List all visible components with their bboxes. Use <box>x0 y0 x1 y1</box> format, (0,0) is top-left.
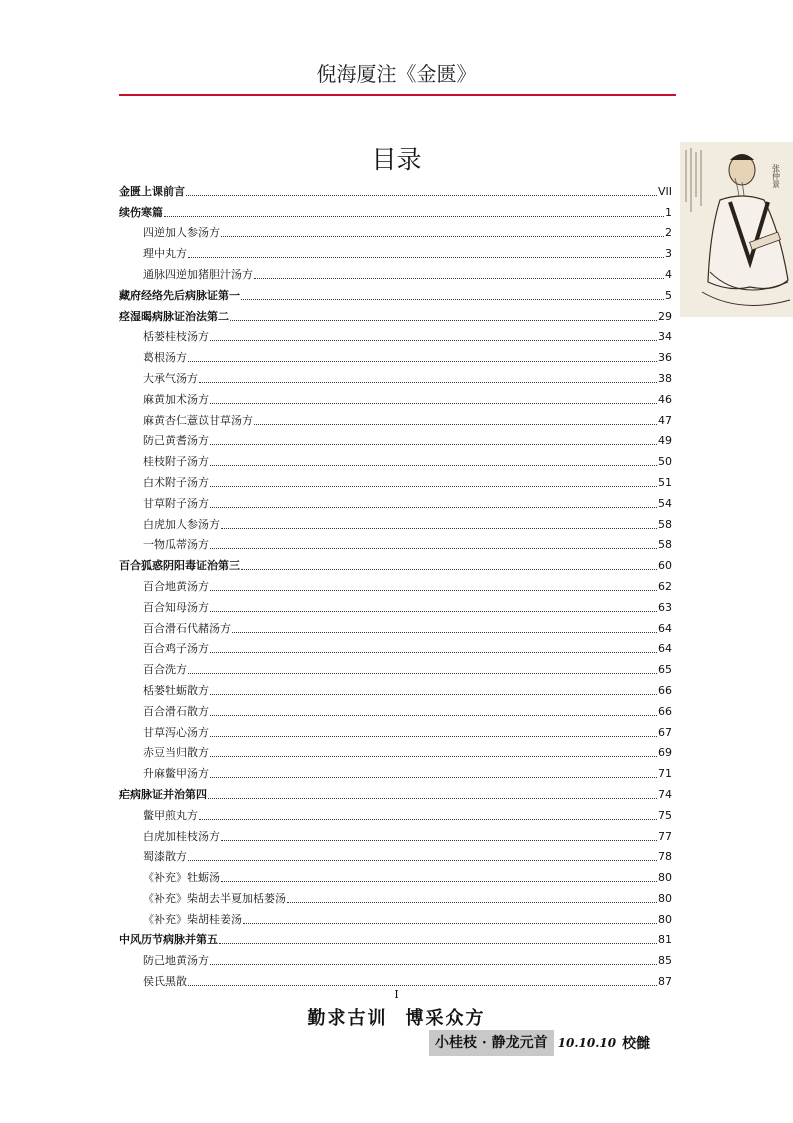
toc-entry-label: 疟病脉证并治第四 <box>119 787 207 801</box>
toc-entry-page: 34 <box>658 330 672 344</box>
credit-role: 校雠 <box>622 1036 651 1052</box>
toc-entry-label: 理中丸方 <box>143 247 187 261</box>
motto-right: 博采众方 <box>405 1008 486 1029</box>
toc-entry-page: 80 <box>658 871 672 885</box>
toc-section-entry[interactable] <box>119 802 672 823</box>
toc-section-entry[interactable] <box>119 968 672 989</box>
toc-leader-dots <box>210 736 657 737</box>
toc-leader-dots <box>210 507 657 508</box>
toc-leader-dots <box>210 486 657 487</box>
proofreader-credit <box>429 1030 650 1056</box>
toc-leader-dots <box>230 320 657 321</box>
toc-section-entry[interactable] <box>119 469 672 490</box>
toc-leader-dots <box>199 382 657 383</box>
toc-section-entry[interactable] <box>119 823 672 844</box>
toc-entry-page: VII <box>657 184 672 198</box>
toc-leader-dots <box>210 444 657 445</box>
toc-section-entry[interactable] <box>119 261 672 282</box>
toc-leader-dots <box>164 216 664 217</box>
toc-chapter-entry[interactable] <box>119 781 672 802</box>
toc-chapter-entry[interactable] <box>119 552 672 573</box>
toc-entry-page: 3 <box>665 247 672 261</box>
toc-entry-page: 63 <box>658 600 672 614</box>
toc-leader-dots <box>210 652 657 653</box>
toc-entry-page: 58 <box>658 538 672 552</box>
toc-entry-page: 36 <box>658 351 672 365</box>
toc-entry-label: 升麻鳖甲汤方 <box>143 767 209 781</box>
toc-entry-page: 54 <box>658 496 672 510</box>
toc-leader-dots <box>241 299 664 300</box>
scholar-portrait-illustration <box>680 142 793 317</box>
page-number: I <box>394 988 399 1001</box>
toc-section-entry[interactable] <box>119 947 672 968</box>
toc-leader-dots <box>210 715 657 716</box>
header-title: 倪海厦注《金匮》 <box>316 62 477 86</box>
toc-leader-dots <box>210 548 657 549</box>
toc-section-entry[interactable] <box>119 656 672 677</box>
toc-section-entry[interactable] <box>119 573 672 594</box>
toc-leader-dots <box>210 590 657 591</box>
toc-entry-label: 百合狐惑阴阳毒证治第三 <box>119 559 240 573</box>
toc-entry-label: 葛根汤方 <box>143 351 187 365</box>
toc-leader-dots <box>254 424 657 425</box>
toc-leader-dots <box>221 840 657 841</box>
toc-entry-label: 防己地黄汤方 <box>143 954 209 968</box>
toc-section-entry[interactable] <box>119 844 672 865</box>
toc-entry-label: 一物瓜蒂汤方 <box>143 538 209 552</box>
toc-entry-page: 49 <box>658 434 672 448</box>
toc-entry-label: 白虎加桂枝汤方 <box>143 829 220 843</box>
toc-section-entry[interactable] <box>119 594 672 615</box>
toc-entry-label: 《补充》柴胡桂姜汤 <box>143 912 242 926</box>
toc-entry-page: 64 <box>658 621 672 635</box>
toc-entry-page: 60 <box>658 559 672 573</box>
toc-entry-page: 46 <box>658 392 672 406</box>
toc-leader-dots <box>210 611 657 612</box>
toc-leader-dots <box>210 777 657 778</box>
toc-title: 目录 <box>371 145 422 174</box>
toc-entry-label: 防己黄耆汤方 <box>143 434 209 448</box>
toc-entry-label: 白术附子汤方 <box>143 475 209 489</box>
toc-entry-page: 77 <box>658 829 672 843</box>
toc-entry-page: 4 <box>665 267 672 281</box>
toc-entry-label: 百合知母汤方 <box>143 600 209 614</box>
toc-chapter-entry[interactable] <box>119 282 672 303</box>
toc-entry-label: 金匮上课前言 <box>119 184 185 198</box>
toc-entry-page: 78 <box>658 850 672 864</box>
toc-section-entry[interactable] <box>119 636 672 657</box>
toc-entry-page: 67 <box>658 725 672 739</box>
toc-entry-label: 百合滑石代赭汤方 <box>143 621 231 635</box>
toc-entry-page: 2 <box>665 226 672 240</box>
toc-section-entry[interactable] <box>119 719 672 740</box>
toc-entry-label: 痉湿暍病脉证治法第二 <box>119 309 229 323</box>
toc-entry-page: 71 <box>658 767 672 781</box>
toc-entry-page: 47 <box>658 413 672 427</box>
toc-entry-label: 桂枝附子汤方 <box>143 455 209 469</box>
toc-leader-dots <box>199 819 657 820</box>
toc-section-entry[interactable] <box>119 740 672 761</box>
toc-entry-label: 藏府经络先后病脉证第一 <box>119 288 240 302</box>
toc-leader-dots <box>188 985 657 986</box>
toc-entry-page: 85 <box>658 954 672 968</box>
toc-entry-page: 80 <box>658 912 672 926</box>
toc-section-entry[interactable] <box>119 324 672 345</box>
toc-entry-page: 62 <box>658 579 672 593</box>
toc-chapter-entry[interactable] <box>119 303 672 324</box>
toc-leader-dots <box>221 881 657 882</box>
toc-leader-dots <box>243 923 657 924</box>
toc-entry-page: 69 <box>658 746 672 760</box>
toc-leader-dots <box>241 569 657 570</box>
toc-leader-dots <box>210 694 657 695</box>
header-divider <box>119 94 676 96</box>
toc-section-entry[interactable] <box>119 407 672 428</box>
portrait-caption: 张仲景 <box>771 164 781 188</box>
toc-entry-page: 64 <box>658 642 672 656</box>
toc-leader-dots <box>188 860 657 861</box>
toc-section-entry[interactable] <box>119 532 672 553</box>
toc-entry-page: 5 <box>665 288 672 302</box>
toc-section-entry[interactable] <box>119 511 672 532</box>
toc-entry-page: 87 <box>658 975 672 989</box>
toc-entry-label: 甘草附子汤方 <box>143 496 209 510</box>
toc-entry-page: 1 <box>665 205 672 219</box>
toc-leader-dots <box>210 465 657 466</box>
toc-entry-label: 《补充》柴胡去半夏加栝蒌汤 <box>143 891 286 905</box>
toc-entry-label: 百合地黄汤方 <box>143 579 209 593</box>
toc-entry-page: 38 <box>658 371 672 385</box>
toc-section-entry[interactable] <box>119 386 672 407</box>
toc-leader-dots <box>210 403 657 404</box>
toc-section-entry[interactable] <box>119 365 672 386</box>
toc-entry-page: 58 <box>658 517 672 531</box>
credit-date: 10.10.10 <box>557 1036 617 1050</box>
toc-chapter-entry[interactable] <box>119 927 672 948</box>
toc-section-entry[interactable] <box>119 885 672 906</box>
toc-leader-dots <box>221 236 664 237</box>
toc-entry-page: 51 <box>658 475 672 489</box>
toc-leader-dots <box>287 902 657 903</box>
toc-leader-dots <box>221 528 657 529</box>
toc-section-entry[interactable] <box>119 906 672 927</box>
toc-entry-label: 侯氏黑散 <box>143 975 187 989</box>
toc-section-entry[interactable] <box>119 428 672 449</box>
toc-leader-dots <box>210 756 657 757</box>
toc-section-entry[interactable] <box>119 698 672 719</box>
toc-entry-label: 白虎加人参汤方 <box>143 517 220 531</box>
portrait-image <box>680 142 793 317</box>
toc-entry-label: 麻黄杏仁薏苡甘草汤方 <box>143 413 253 427</box>
toc-leader-dots <box>188 361 657 362</box>
toc-entry-label: 甘草泻心汤方 <box>143 725 209 739</box>
toc-entry-label: 百合滑石散方 <box>143 704 209 718</box>
credit-name: 小桂枝 · 静龙元首 <box>429 1030 554 1056</box>
toc-entry-page: 66 <box>658 704 672 718</box>
toc-entry-label: 百合洗方 <box>143 663 187 677</box>
toc-entry-label: 栝蒌桂枝汤方 <box>143 330 209 344</box>
toc-section-entry[interactable] <box>119 220 672 241</box>
toc-entry-label: 麻黄加术汤方 <box>143 392 209 406</box>
toc-leader-dots <box>219 943 657 944</box>
toc-section-entry[interactable] <box>119 490 672 511</box>
toc-section-entry[interactable] <box>119 615 672 636</box>
toc-entry-label: 赤豆当归散方 <box>143 746 209 760</box>
toc-leader-dots <box>188 673 657 674</box>
table-of-contents <box>119 178 672 989</box>
toc-leader-dots <box>254 278 664 279</box>
toc-entry-page: 75 <box>658 808 672 822</box>
toc-leader-dots <box>186 195 657 196</box>
toc-entry-page: 74 <box>658 787 672 801</box>
motto-left: 勤求古训 <box>307 1008 388 1029</box>
toc-entry-page: 50 <box>658 455 672 469</box>
toc-section-entry[interactable] <box>119 344 672 365</box>
toc-entry-label: 通脉四逆加猪胆汁汤方 <box>143 267 253 281</box>
toc-leader-dots <box>188 257 664 258</box>
toc-section-entry[interactable] <box>119 240 672 261</box>
toc-entry-label: 鳖甲煎丸方 <box>143 808 198 822</box>
motto <box>0 1004 793 1030</box>
toc-entry-page: 65 <box>658 663 672 677</box>
toc-entry-page: 81 <box>658 933 672 947</box>
toc-leader-dots <box>210 340 657 341</box>
toc-leader-dots <box>208 798 657 799</box>
toc-section-entry[interactable] <box>119 677 672 698</box>
toc-entry-label: 栝蒌牡蛎散方 <box>143 683 209 697</box>
toc-section-entry[interactable] <box>119 448 672 469</box>
toc-entry-page: 29 <box>658 309 672 323</box>
toc-section-entry[interactable] <box>119 864 672 885</box>
toc-chapter-entry[interactable] <box>119 178 672 199</box>
toc-leader-dots <box>232 632 657 633</box>
toc-entry-label: 四逆加人参汤方 <box>143 226 220 240</box>
toc-entry-label: 续伤寒篇 <box>119 205 163 219</box>
toc-entry-label: 蜀漆散方 <box>143 850 187 864</box>
toc-chapter-entry[interactable] <box>119 199 672 220</box>
toc-entry-label: 《补充》牡蛎汤 <box>143 871 220 885</box>
toc-entry-label: 中风历节病脉并第五 <box>119 933 218 947</box>
toc-section-entry[interactable] <box>119 760 672 781</box>
toc-entry-page: 80 <box>658 891 672 905</box>
toc-leader-dots <box>210 964 657 965</box>
toc-entry-label: 百合鸡子汤方 <box>143 642 209 656</box>
toc-entry-page: 66 <box>658 683 672 697</box>
toc-entry-label: 大承气汤方 <box>143 371 198 385</box>
